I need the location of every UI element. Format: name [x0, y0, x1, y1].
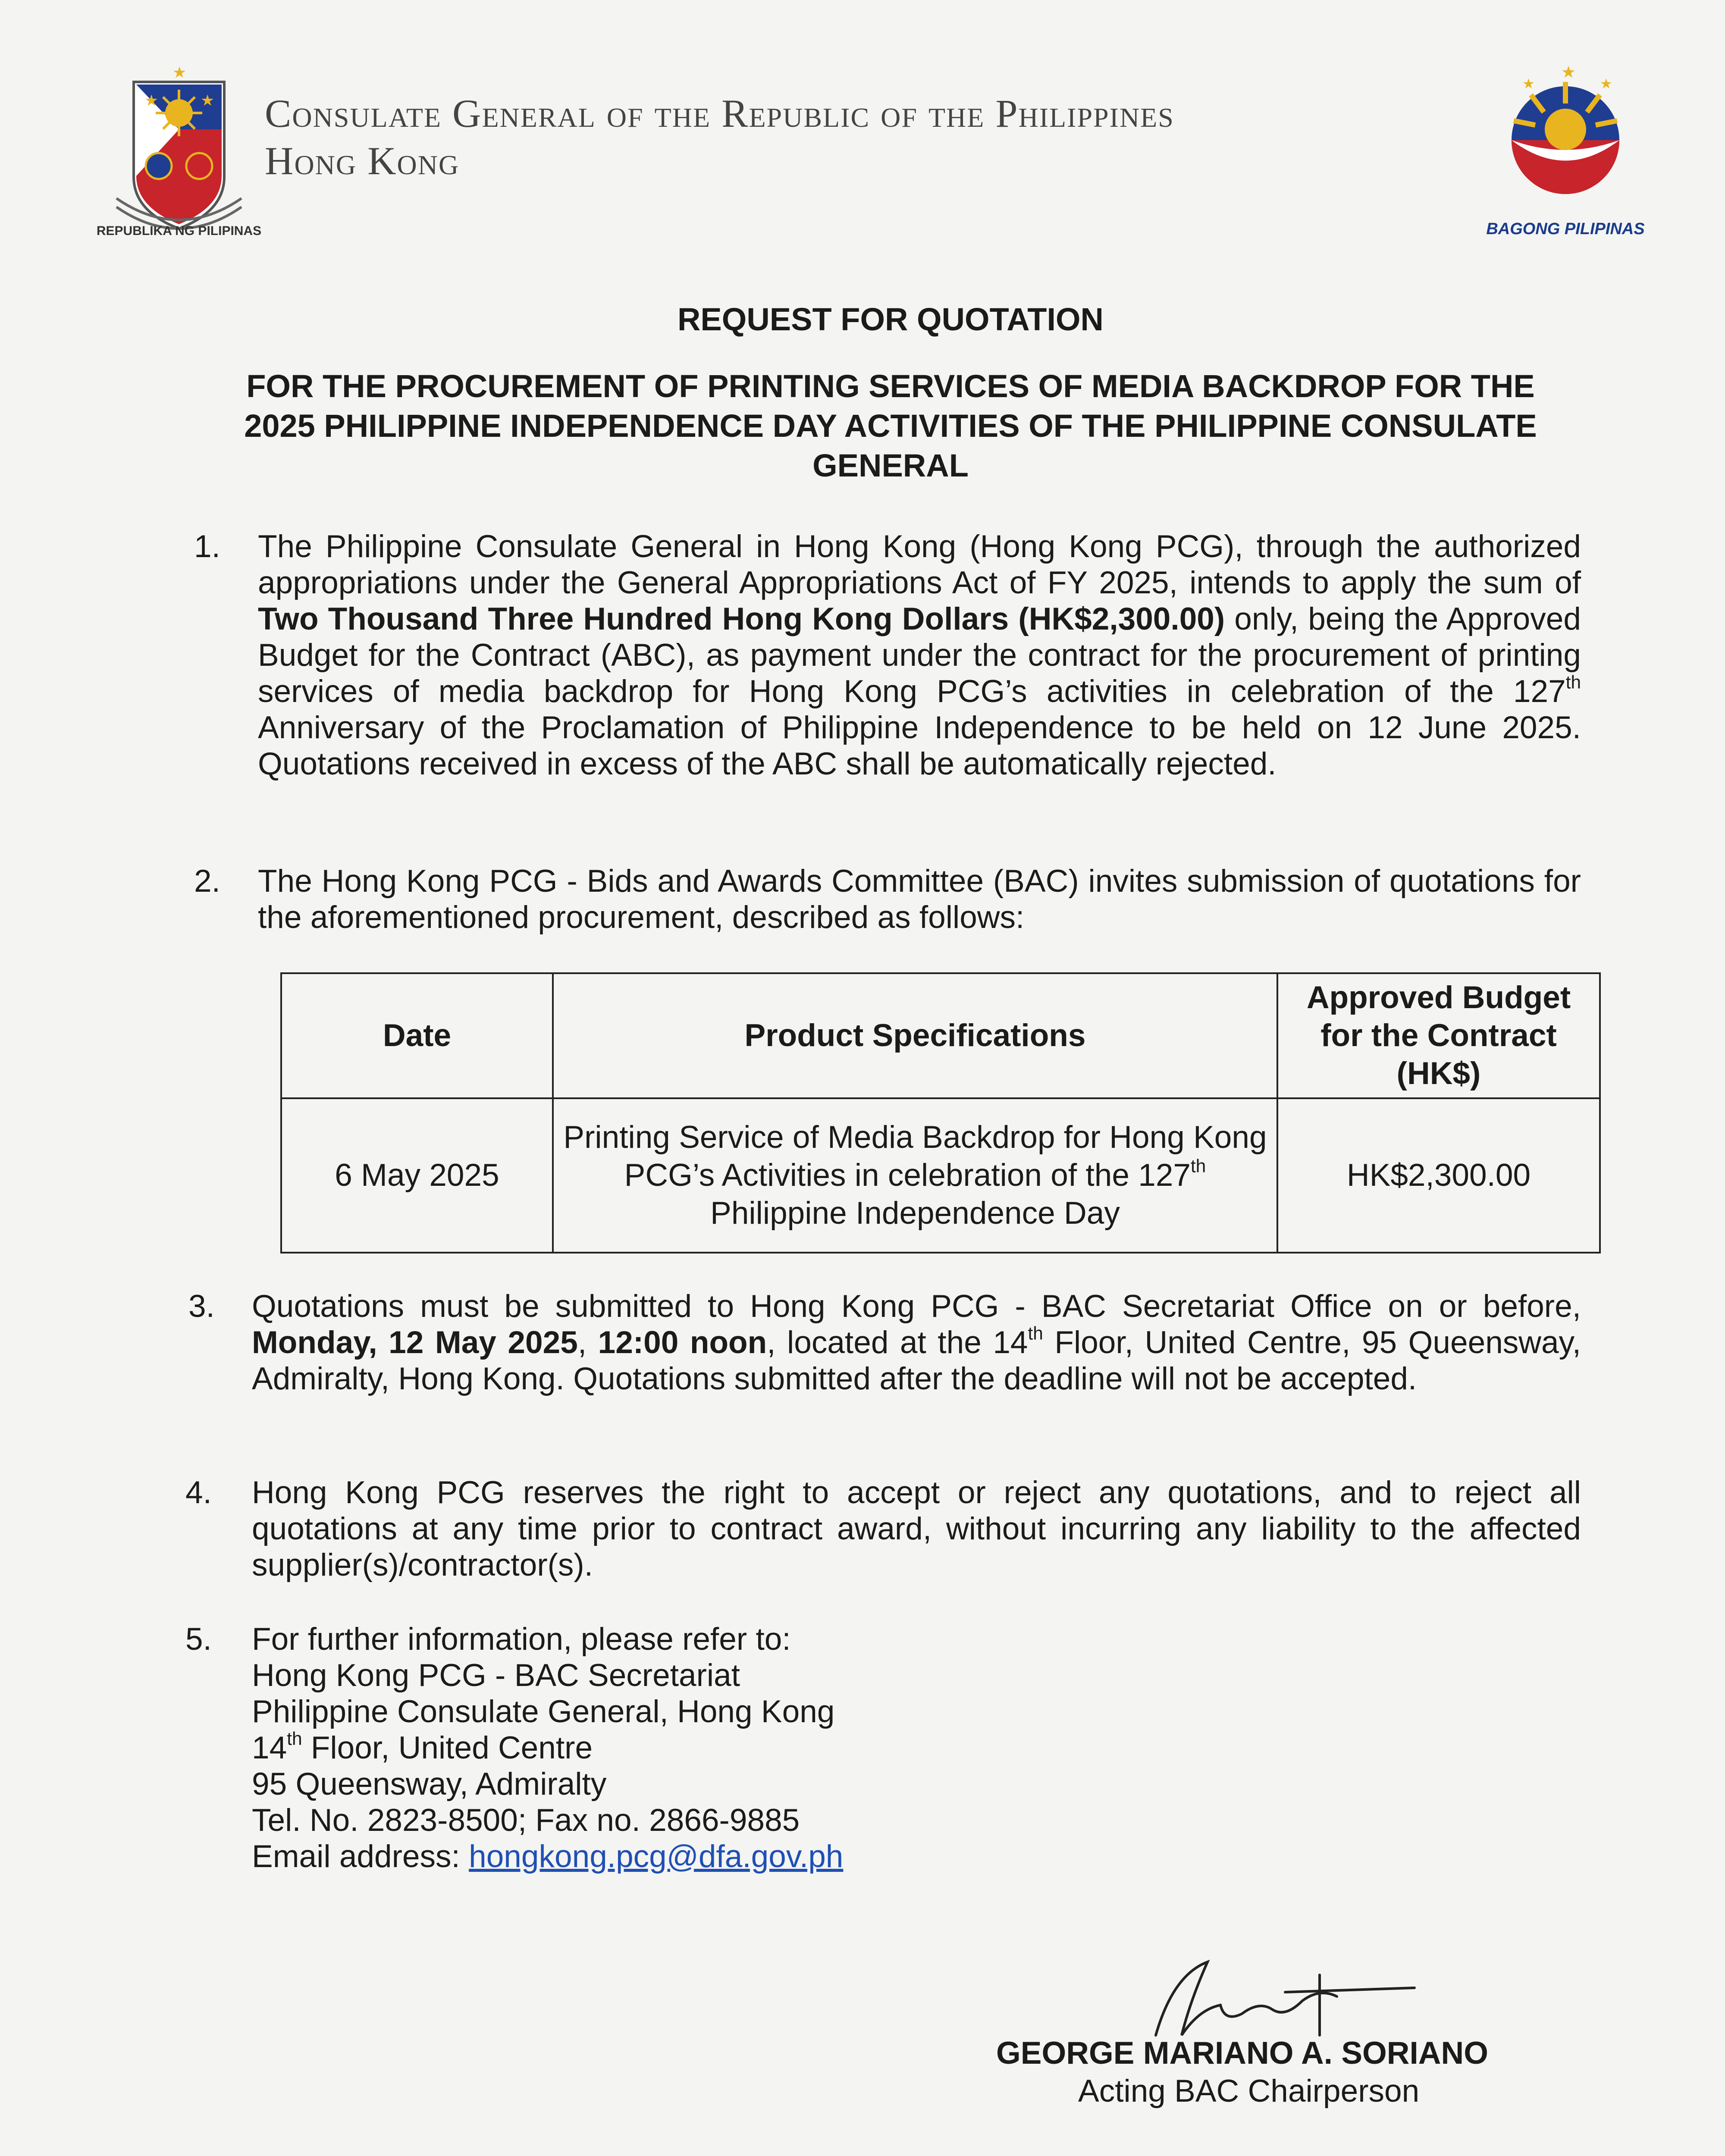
contact-organization: Philippine Consulate General, Hong Kong [252, 1694, 835, 1729]
svg-text:★: ★ [1561, 63, 1576, 81]
contact-office: Hong Kong PCG - BAC Secretariat [252, 1658, 740, 1693]
contact-block [252, 1621, 843, 1875]
table-header-specifications: Product Specifications [553, 973, 1277, 1098]
table-header-approved-budget: Approved Budget for the Contract (HK$) [1277, 973, 1600, 1098]
contact-intro: For further information, please refer to: [252, 1622, 791, 1657]
budget-amount: Two Thousand Three Hundred Hong Kong Dollars (HK$2,300.00) [258, 602, 1225, 636]
deadline-time: 12:00 noon [598, 1325, 767, 1360]
table-cell-approved-budget: HK$2,300.00 [1277, 1098, 1600, 1253]
item-4-number: 4. [185, 1475, 212, 1510]
consulate-city: Hong Kong [265, 139, 460, 183]
contact-floor: 14th Floor, United Centre [252, 1728, 593, 1765]
svg-text:★: ★ [172, 63, 187, 81]
svg-text:★: ★ [1522, 76, 1535, 91]
item-2-paragraph: The Hong Kong PCG - Bids and Awards Committee (BAC) invites submission of quotations for the aforementioned procurement, described as follows: [258, 864, 1581, 935]
signatory-name: GEORGE MARIANO A. SORIANO [996, 2036, 1489, 2071]
bagong-pilipinas-logo-icon [1484, 65, 1647, 203]
bagong-pilipinas-text: BAGONG PILIPINAS [1486, 220, 1645, 238]
svg-text:★: ★ [144, 91, 159, 109]
document-subtitle-line3: GENERAL [812, 448, 969, 483]
quotation-table [280, 972, 1601, 1253]
seal-text: REPUBLIKA NG PILIPINAS [96, 224, 262, 238]
item-1-paragraph: The Philippine Consulate General in Hong Kong (Hong Kong PCG), through the authorized appropriations under the General Appropriations Act of FY 2025, intends to apply the sum of Two Thousand Three Hundred Hong Kong Dollars (HK$2,300.00) only, being the Approved Budget for the Contract (ABC), as payment under the contract for the procurement of printing services of media backdrop for Hong Kong PCG’s activities in celebration of the 127th Anniversary of the Proclamation of Philippine Independence to be held on 12 June 2025. Quotations received in excess of the ABC shall be automatically rejected. [258, 529, 1581, 781]
document-title: REQUEST FOR QUOTATION [677, 301, 1104, 337]
signatory-title: Acting BAC Chairperson [1078, 2074, 1420, 2109]
item-2-number: 2. [194, 864, 220, 899]
email-link[interactable]: hongkong.pcg@dfa.gov.ph [469, 1839, 844, 1874]
document-subtitle-line1: FOR THE PROCUREMENT OF PRINTING SERVICES OF MEDIA BACKDROP FOR THE [246, 368, 1535, 404]
item-3-number: 3. [188, 1289, 215, 1324]
contact-street: 95 Queensway, Admiralty [252, 1767, 607, 1802]
svg-text:★: ★ [201, 91, 215, 109]
svg-text:★: ★ [1600, 76, 1612, 91]
consulate-name: Consulate General of the Republic of the Philippines [265, 91, 1174, 135]
item-4-paragraph: Hong Kong PCG reserves the right to accept or reject any quotations, and to reject all quotations at any time prior to contract award, without incurring any liability to the affected supplier(s)/contractor(s). [252, 1475, 1581, 1583]
document-subtitle-line2: 2025 PHILIPPINE INDEPENDENCE DAY ACTIVITIES OF THE PHILIPPINE CONSULATE [244, 408, 1537, 444]
table-header-date: Date [281, 973, 553, 1098]
contact-email-line: Email address: hongkong.pcg@dfa.gov.ph [252, 1839, 844, 1874]
deadline-date: Monday, 12 May 2025 [252, 1325, 578, 1360]
contact-phone-fax: Tel. No. 2823-8500; Fax no. 2866-9885 [252, 1803, 800, 1838]
item-1-number: 1. [194, 529, 220, 564]
item-3-paragraph: Quotations must be submitted to Hong Kong PCG - BAC Secretariat Office on or before, Monday, 12 May 2025, 12:00 noon, located at the 14th Floor, United Centre, 95 Queensway, Admiralty, Hong Kong. Quotations submitted after the deadline will not be accepted. [252, 1289, 1581, 1396]
item-5-number: 5. [185, 1622, 212, 1657]
philippine-seal-icon [96, 63, 262, 246]
table-cell-date: 6 May 2025 [281, 1098, 553, 1253]
table-cell-specifications: Printing Service of Media Backdrop for Hong Kong PCG’s Activities in celebration of the 127th Philippine Independence Day [553, 1098, 1277, 1253]
